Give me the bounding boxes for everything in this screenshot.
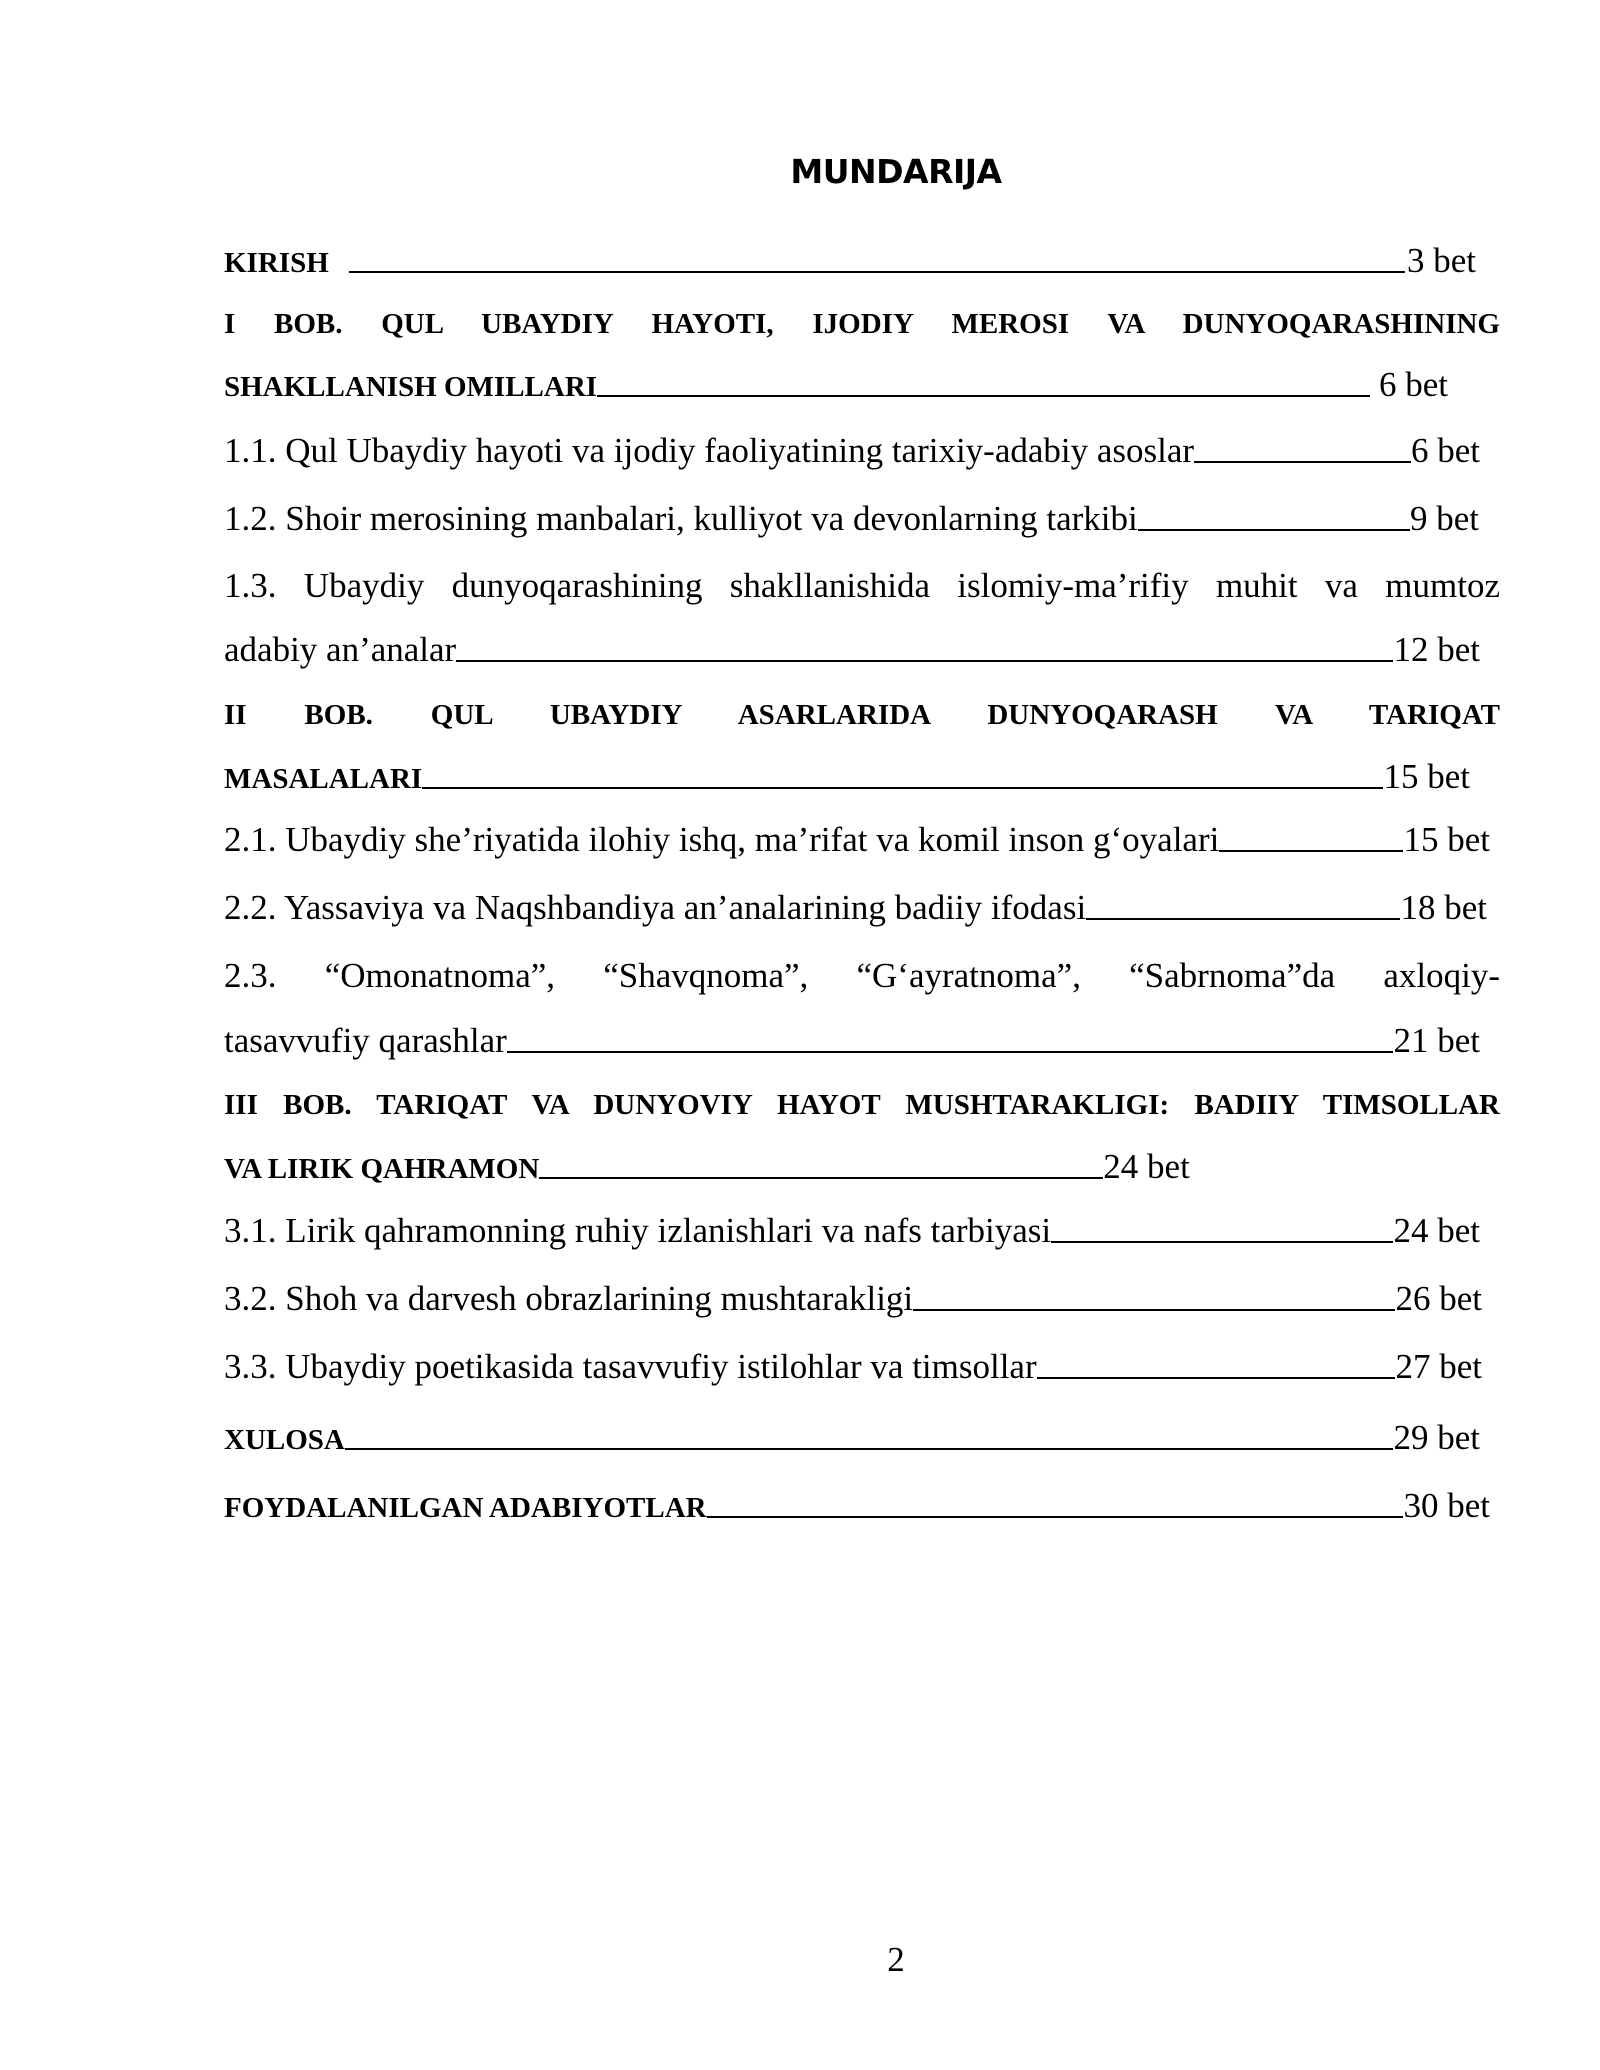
toc-page-ref: 24 bet (1103, 1147, 1190, 1186)
toc-leader (597, 395, 1370, 397)
toc-entry-title: SHAKLLANISH OMILLARI (224, 371, 598, 403)
toc-section-1-3 (224, 632, 1500, 667)
toc-entry-references (224, 1488, 1500, 1523)
toc-page-ref: 21 bet (1393, 1021, 1480, 1060)
toc-section-3-2 (224, 1281, 1500, 1316)
toc-leader (1138, 529, 1410, 531)
page-title: MUNDARIJA (790, 152, 1002, 191)
toc-leader (913, 1309, 1395, 1311)
toc-section-2-2 (224, 890, 1500, 925)
toc-leader (1086, 918, 1400, 920)
toc-entry-title: KIRISH (224, 247, 329, 279)
toc-page-ref: 18 bet (1400, 888, 1487, 927)
toc-leader (1194, 461, 1411, 463)
toc-leader (707, 1516, 1404, 1518)
toc-chapter-2-line1: II BOB. QUL UBAYDIY ASARLARIDA DUNYOQARASH VA TARIQAT (224, 699, 1500, 731)
toc-page-ref: 30 bet (1403, 1486, 1490, 1525)
toc-entry-title: VA LIRIK QAHRAMON (224, 1153, 540, 1185)
toc-chapter-2 (224, 759, 1500, 794)
toc-chapter-3-line1: III BOB. TARIQAT VA DUNYOVIY HAYOT MUSHTARAKLIGI: BADIIY TIMSOLLAR (224, 1089, 1500, 1121)
toc-entry-title: 1.1. Qul Ubaydiy hayoti va ijodiy faoliyatining tarixiy-adabiy asoslar (224, 431, 1195, 470)
toc-page-ref: 6 bet (1370, 365, 1448, 404)
toc-chapter-3 (224, 1149, 1500, 1184)
toc-page-ref: 29 bet (1393, 1418, 1480, 1457)
toc-section-1-3-line1: 1.3. Ubaydiy dunyoqarashining shakllanishida islomiy-ma’rifiy muhit va mumtoz (224, 566, 1500, 605)
toc-entry-title: 1.2. Shoir merosining manbalari, kulliyot va devonlarning tarkibi (224, 499, 1138, 538)
toc-entry-title: 3.1. Lirik qahramonning ruhiy izlanishlari va nafs tarbiyasi (224, 1211, 1052, 1250)
toc-section-3-3 (224, 1349, 1500, 1384)
toc-leader (422, 787, 1383, 789)
toc-page-ref: 15 bet (1383, 757, 1470, 796)
toc-entry-kirish (224, 243, 1500, 278)
toc-leader (456, 660, 1393, 662)
toc-leader (1051, 1241, 1393, 1243)
toc-entry-title: MASALALARI (224, 763, 423, 795)
toc-leader (349, 271, 1405, 273)
toc-section-2-3 (224, 1023, 1500, 1058)
toc-page-ref: 9 bet (1409, 499, 1479, 538)
toc-page-ref: 12 bet (1393, 630, 1480, 669)
toc-entry-title: 3.2. Shoh va darvesh obrazlarining mushtarakligi (224, 1279, 914, 1318)
toc-section-2-3-line1: 2.3. “Omonatnoma”, “Shavqnoma”, “G‘ayratnoma”, “Sabrnoma”da axloqiy- (224, 956, 1500, 995)
toc-leader (1037, 1377, 1396, 1379)
toc-entry-title: adabiy an’analar (224, 630, 457, 669)
toc-page-ref: 26 bet (1395, 1279, 1482, 1318)
toc-entry-title: tasavvufiy qarashlar (224, 1021, 507, 1060)
toc-section-1-2 (224, 501, 1500, 536)
toc-entry-title: 2.1. Ubaydiy she’riyatida ilohiy ishq, ma’rifat va komil inson g‘oyalari (224, 820, 1220, 859)
toc-chapter-1-line1: I BOB. QUL UBAYDIY HAYOTI, IJODIY MEROSI VA DUNYOQARASHINING (224, 308, 1500, 340)
toc-leader (345, 1448, 1394, 1450)
toc-page-ref: 6 bet (1410, 431, 1480, 470)
toc-leader (507, 1051, 1394, 1053)
toc-entry-title: FOYDALANILGAN ADABIYOTLAR (224, 1492, 707, 1524)
toc-section-3-1 (224, 1213, 1500, 1248)
toc-section-1-1 (224, 433, 1500, 468)
toc-page-ref: 24 bet (1393, 1211, 1480, 1250)
toc-section-2-1 (224, 822, 1500, 857)
toc-page-ref: 15 bet (1403, 820, 1490, 859)
toc-leader (1219, 850, 1403, 852)
toc-entry-title: 3.3. Ubaydiy poetikasida tasavvufiy istilohlar va timsollar (224, 1347, 1037, 1386)
toc-entry-xulosa (224, 1420, 1500, 1455)
toc-leader (539, 1177, 1103, 1179)
page-number: 2 (887, 1940, 905, 1979)
toc-entry-title: 2.2. Yassaviya va Naqshbandiya an’analarining badiiy ifodasi (224, 888, 1087, 927)
toc-page-ref: 3 bet (1406, 241, 1476, 280)
toc-page-ref: 27 bet (1395, 1347, 1482, 1386)
toc-entry-title: XULOSA (224, 1424, 345, 1456)
toc-chapter-1 (224, 367, 1500, 402)
